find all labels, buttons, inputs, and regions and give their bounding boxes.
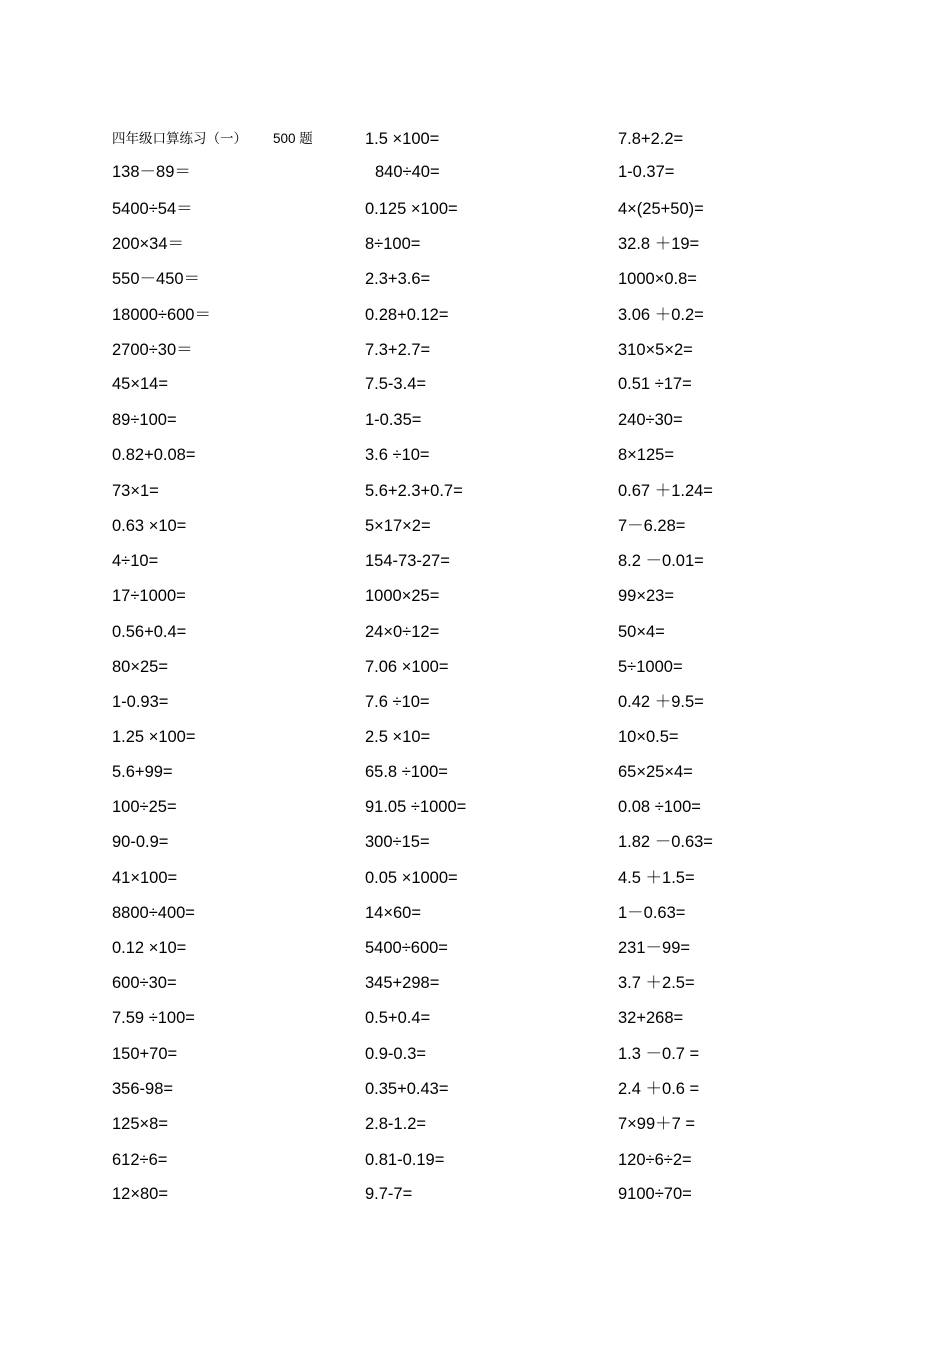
problem-item: 100÷25= <box>112 798 177 816</box>
problem-item: 1.5 ×100= <box>365 130 440 148</box>
problem-item: 120÷6÷2= <box>618 1151 692 1169</box>
problem-item: 0.42 ＋9.5= <box>618 693 704 711</box>
problem-item: 3.7 ＋2.5= <box>618 974 695 992</box>
problem-item: 65×25×4= <box>618 763 693 781</box>
problem-item: 1.25 ×100= <box>112 728 196 746</box>
problem-item: 7×99＋7 = <box>618 1115 696 1133</box>
problem-item: 80×25= <box>112 658 168 676</box>
problem-item: 14×60= <box>365 904 421 922</box>
problem-item: 7.59 ÷100= <box>112 1009 195 1027</box>
problem-item: 0.81-0.19= <box>365 1151 445 1169</box>
problem-item: 90-0.9= <box>112 833 169 851</box>
problem-item: 12×80= <box>112 1185 168 1203</box>
problem-item: 0.12 ×10= <box>112 939 187 957</box>
problem-item: 612÷6= <box>112 1151 168 1169</box>
problem-item: 300÷15= <box>365 833 430 851</box>
problem-item: 18000÷600＝ <box>112 306 211 324</box>
problem-item: 1.82 －0.63= <box>618 833 713 851</box>
problem-item: 2.5 ×10= <box>365 728 431 746</box>
problem-item: 4÷10= <box>112 552 159 570</box>
problem-item: 45×14= <box>112 375 168 393</box>
problem-item: 99×23= <box>618 587 674 605</box>
problem-item: 50×4= <box>618 623 665 641</box>
problem-item: 7.6 ÷10= <box>365 693 430 711</box>
problem-item: 0.63 ×10= <box>112 517 187 535</box>
problem-item: 0.5+0.4= <box>365 1009 431 1027</box>
problem-item: 5.6+2.3+0.7= <box>365 482 463 500</box>
problem-item: 840÷40= <box>375 163 440 181</box>
problem-item: 356-98= <box>112 1080 174 1098</box>
problem-item: 0.56+0.4= <box>112 623 187 641</box>
problem-item: 4.5 ＋1.5= <box>618 869 695 887</box>
problem-item: 138－89＝ <box>112 163 191 181</box>
worksheet-header <box>112 128 313 149</box>
problem-item: 3.06 ＋0.2= <box>618 306 704 324</box>
problem-item: 5.6+99= <box>112 763 173 781</box>
problem-item: 345+298= <box>365 974 440 992</box>
problem-item: 0.51 ÷17= <box>618 375 692 393</box>
problem-item: 5400÷54＝ <box>112 200 193 218</box>
problem-item: 0.9-0.3= <box>365 1045 427 1063</box>
problem-item: 7.3+2.7= <box>365 341 431 359</box>
problem-item: 3.6 ÷10= <box>365 446 430 464</box>
problem-item: 8.2 －0.01= <box>618 552 704 570</box>
problem-item: 24×0÷12= <box>365 623 440 641</box>
problem-item: 1000×25= <box>365 587 440 605</box>
problem-item: 65.8 ÷100= <box>365 763 448 781</box>
problem-item: 8÷100= <box>365 235 421 253</box>
problem-item: 17÷1000= <box>112 587 186 605</box>
problem-item: 4×(25+50)= <box>618 200 704 218</box>
problem-item: 0.28+0.12= <box>365 306 449 324</box>
problem-item: 1000×0.8= <box>618 270 697 288</box>
problem-item: 1-0.93= <box>112 693 169 711</box>
problem-item: 0.05 ×1000= <box>365 869 458 887</box>
problem-item: 1－0.63= <box>618 904 686 922</box>
problem-item: 9100÷70= <box>618 1185 692 1203</box>
problem-item: 7.06 ×100= <box>365 658 449 676</box>
problem-item: 9.7-7= <box>365 1185 413 1203</box>
problem-item: 1.3 －0.7 = <box>618 1045 700 1063</box>
problem-item: 154-73-27= <box>365 552 450 570</box>
problem-item: 5400÷600= <box>365 939 448 957</box>
problem-item: 8800÷400= <box>112 904 195 922</box>
problem-item: 125×8= <box>112 1115 168 1133</box>
problem-item: 0.35+0.43= <box>365 1080 449 1098</box>
problem-item: 2.8-1.2= <box>365 1115 427 1133</box>
problem-item: 32.8 ＋19= <box>618 235 700 253</box>
problem-item: 73×1= <box>112 482 159 500</box>
problem-item: 310×5×2= <box>618 341 693 359</box>
problem-item: 2700÷30＝ <box>112 341 193 359</box>
problem-item: 32+268= <box>618 1009 684 1027</box>
problem-item: 89÷100= <box>112 411 177 429</box>
problem-item: 7.8+2.2= <box>618 130 684 148</box>
problem-item: 7.5-3.4= <box>365 375 427 393</box>
problem-item: 41×100= <box>112 869 178 887</box>
problem-item: 7－6.28= <box>618 517 686 535</box>
problem-item: 10×0.5= <box>618 728 679 746</box>
worksheet-title: 四年级口算练习（一） <box>112 131 247 147</box>
problem-item: 1-0.37= <box>618 163 675 181</box>
problem-item: 240÷30= <box>618 411 683 429</box>
problem-item: 1-0.35= <box>365 411 422 429</box>
problem-item: 550－450＝ <box>112 270 201 288</box>
problem-item: 231－99= <box>618 939 691 957</box>
problem-item: 0.67 ＋1.24= <box>618 482 713 500</box>
problem-item: 91.05 ÷1000= <box>365 798 467 816</box>
problem-count: 500 题 <box>273 131 313 146</box>
problem-item: 5×17×2= <box>365 517 431 535</box>
problem-item: 2.4 ＋0.6 = <box>618 1080 700 1098</box>
problem-item: 5÷1000= <box>618 658 683 676</box>
problem-item: 600÷30= <box>112 974 177 992</box>
problem-item: 0.82+0.08= <box>112 446 196 464</box>
problem-item: 0.125 ×100= <box>365 200 458 218</box>
problem-item: 2.3+3.6= <box>365 270 431 288</box>
problem-item: 150+70= <box>112 1045 178 1063</box>
problem-item: 200×34＝ <box>112 235 185 253</box>
problem-item: 0.08 ÷100= <box>618 798 701 816</box>
problem-item: 8×125= <box>618 446 674 464</box>
